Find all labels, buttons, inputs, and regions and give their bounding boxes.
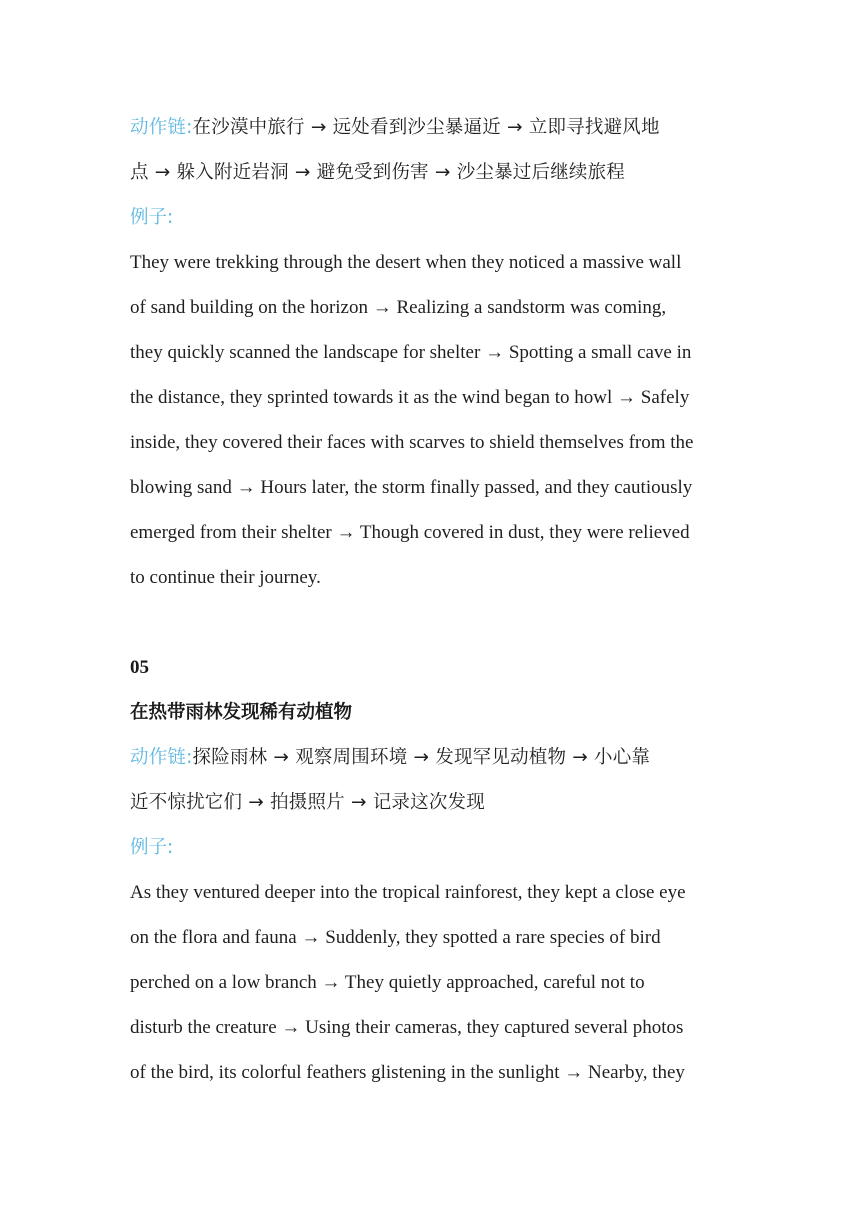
- section-spacer: [130, 600, 734, 645]
- section-title-line: [130, 690, 734, 735]
- action-chain-text: 点 → 躲入附近岩洞 → 避免受到伤害 → 沙尘暴过后继续旅程: [130, 162, 625, 183]
- example-text-line: they quickly scanned the landscape for shelter → Spotting a small cave in: [130, 342, 692, 363]
- example-text-line: to continue their journey.: [130, 567, 321, 588]
- example-text-line: emerged from their shelter → Though covered in dust, they were relieved: [130, 522, 690, 543]
- section-number: 05: [130, 657, 149, 678]
- example-text-line: As they ventured deeper into the tropical rainforest, they kept a close eye: [130, 882, 686, 903]
- example-text-line: disturb the creature → Using their cameras, they captured several photos: [130, 1017, 684, 1038]
- example-text-line: the distance, they sprinted towards it as the wind began to howl → Safely: [130, 387, 690, 408]
- example-text-line: blowing sand → Hours later, the storm finally passed, and they cautiously: [130, 477, 693, 498]
- example-text-line: of the bird, its colorful feathers glistening in the sunlight → Nearby, they: [130, 1062, 685, 1083]
- example-label: 例子:: [130, 837, 174, 858]
- example-label-line: [130, 825, 734, 870]
- action-chain-label: 动作链:: [130, 117, 193, 138]
- action-chain-text: 探险雨林 → 观察周围环境 → 发现罕见动植物 → 小心靠: [192, 747, 651, 768]
- section-number-line: [130, 645, 734, 690]
- action-chain-text: 近不惊扰它们 → 拍摄照片 → 记录这次发现: [130, 792, 485, 813]
- example-label-line: [130, 195, 734, 240]
- action-chain-line: [130, 735, 734, 780]
- action-chain-line: [130, 150, 734, 195]
- example-text-line: on the flora and fauna → Suddenly, they spotted a rare species of bird: [130, 927, 661, 948]
- action-chain-label: 动作链:: [130, 747, 193, 768]
- document-body: [130, 105, 734, 1095]
- example-label: 例子:: [130, 207, 174, 228]
- example-text-line: perched on a low branch → They quietly approached, careful not to: [130, 972, 645, 993]
- example-text-line: They were trekking through the desert when they noticed a massive wall: [130, 252, 682, 273]
- example-text-line: of sand building on the horizon → Realizing a sandstorm was coming,: [130, 297, 667, 318]
- section-title: 在热带雨林发现稀有动植物: [130, 702, 353, 723]
- action-chain-text: 在沙漠中旅行 → 远处看到沙尘暴逼近 → 立即寻找避风地: [192, 117, 660, 138]
- action-chain-line: [130, 105, 734, 150]
- action-chain-line: [130, 780, 734, 825]
- example-text-line: inside, they covered their faces with scarves to shield themselves from the: [130, 432, 694, 453]
